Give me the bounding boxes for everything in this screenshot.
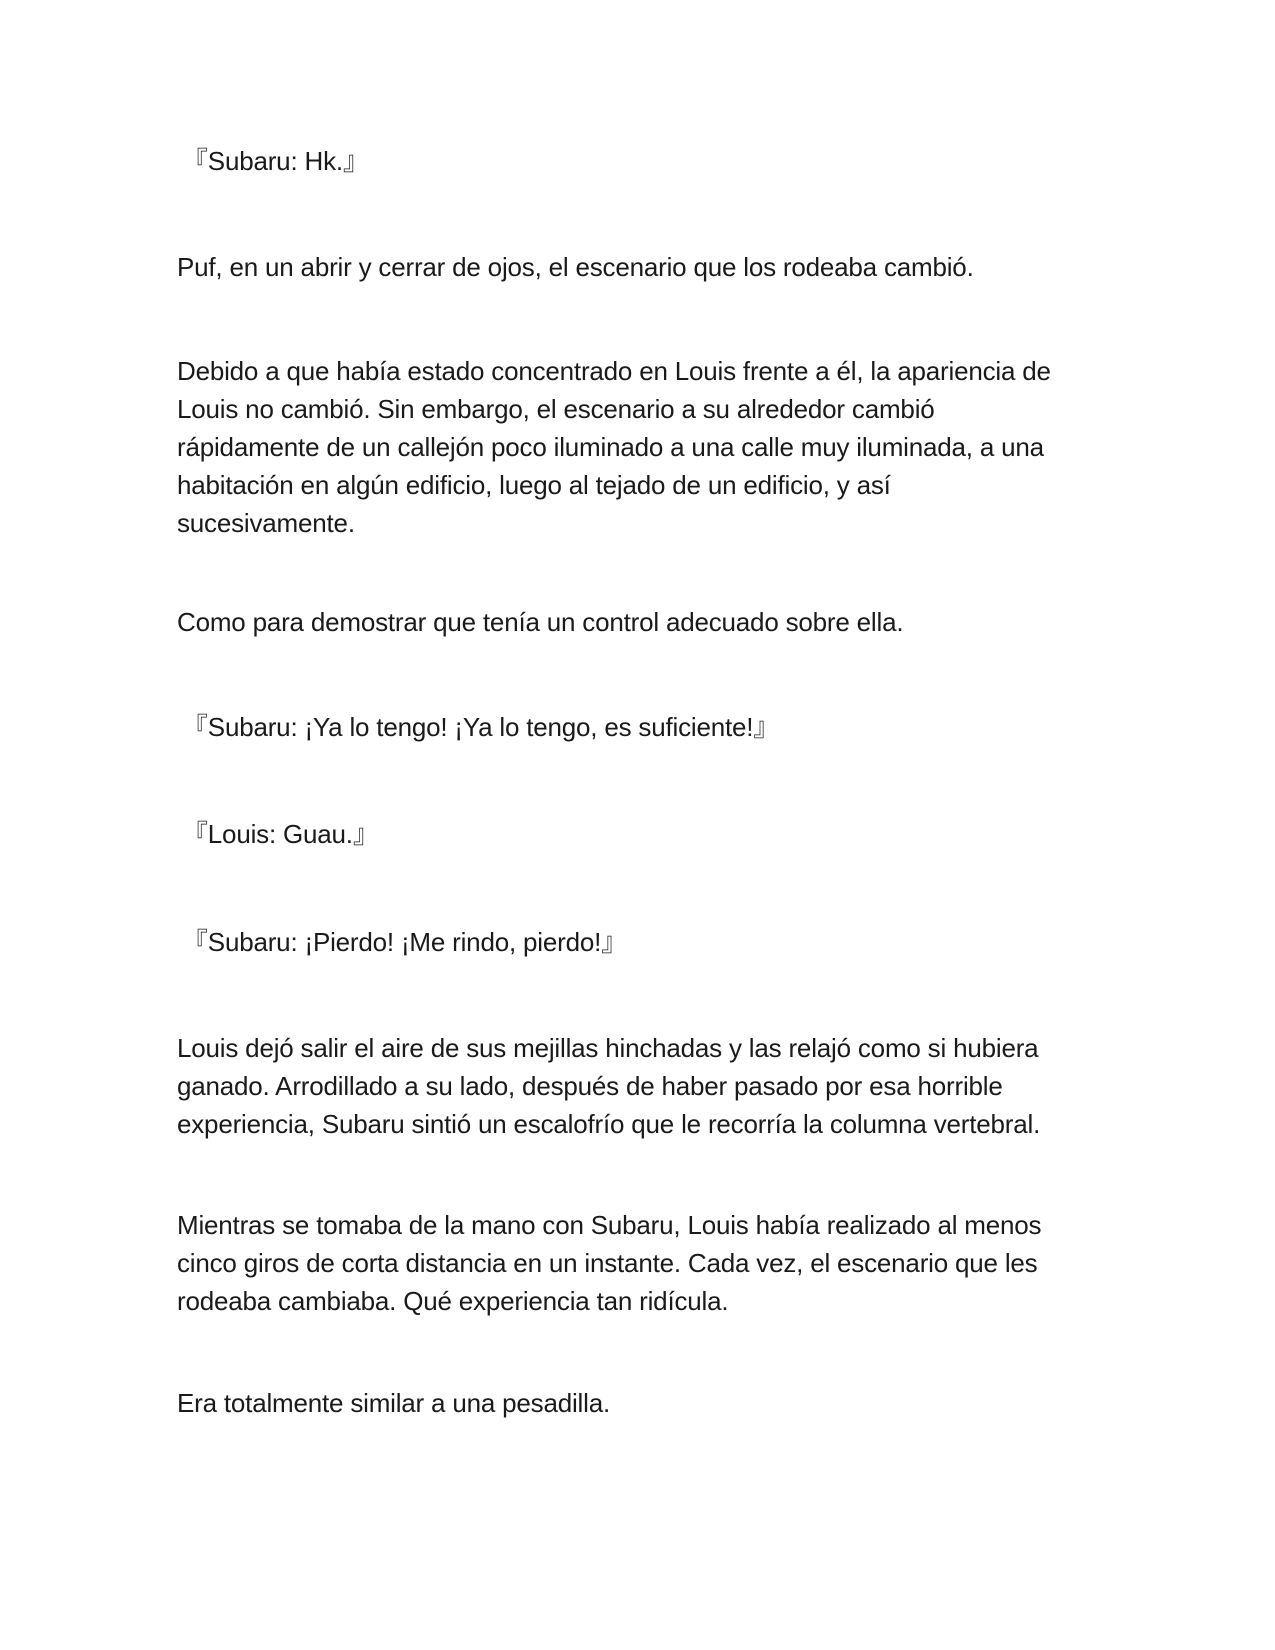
paragraph-control-demonstration: Como para demostrar que tenía un control adecuado sobre ella.: [177, 607, 904, 637]
dialogue-subaru-enough: 『Subaru: ¡Ya lo tengo! ¡Ya lo tengo, es suficiente!』: [182, 712, 780, 742]
paragraph-scenery-changed: Puf, en un abrir y cerrar de ojos, el escenario que los rodeaba cambió.: [177, 252, 974, 282]
paragraph-louis-cheeks: [177, 1029, 1107, 1143]
paragraph-line: habitación en algún edificio, luego al tejado de un edificio, y así: [177, 470, 891, 500]
paragraph-line: Louis dejó salir el aire de sus mejillas hinchadas y las relajó como si hubiera: [177, 1033, 1039, 1063]
paragraph-line: experiencia, Subaru sintió un escalofrío que le recorría la columna vertebral.: [177, 1109, 1041, 1139]
dialogue-subaru-pierdo: 『Subaru: ¡Pierdo! ¡Me rindo, pierdo!』: [182, 927, 627, 957]
paragraph-line: sucesivamente.: [177, 508, 355, 538]
paragraph-line: Louis no cambió. Sin embargo, el escenario a su alrededor cambió: [177, 394, 935, 424]
paragraph-nightmare: Era totalmente similar a una pesadilla.: [177, 1388, 610, 1418]
paragraph-line: Debido a que había estado concentrado en Louis frente a él, la apariencia de: [177, 356, 1051, 386]
dialogue-subaru-hk: 『Subaru: Hk.』: [182, 146, 369, 176]
paragraph-line: Mientras se tomaba de la mano con Subaru, Louis había realizado al menos: [177, 1210, 1042, 1240]
paragraph-line: rápidamente de un callejón poco iluminado a una calle muy iluminada, a una: [177, 432, 1044, 462]
paragraph-line: cinco giros de corta distancia en un instante. Cada vez, el escenario que les: [177, 1248, 1038, 1278]
paragraph-louis-appearance: [177, 352, 1107, 542]
paragraph-line: ganado. Arrodillado a su lado, después de haber pasado por esa horrible: [177, 1071, 1003, 1101]
dialogue-louis-guau: 『Louis: Guau.』: [182, 819, 379, 849]
paragraph-short-distance-turns: [177, 1206, 1107, 1320]
paragraph-line: rodeaba cambiaba. Qué experiencia tan ridícula.: [177, 1286, 729, 1316]
